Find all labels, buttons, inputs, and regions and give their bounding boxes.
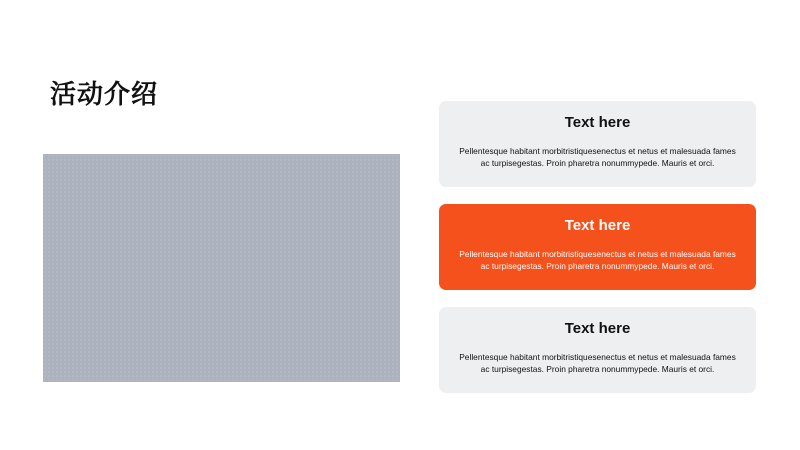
text-card-3 xyxy=(439,307,756,393)
card-title: Text here xyxy=(564,320,631,337)
card-title: Text here xyxy=(564,114,631,131)
page-title: 活动介绍 xyxy=(50,80,159,110)
card-body: Pellentesque habitant morbitristiquesenectus et netus et malesuada fames ac turpisegestas. Proin pharetra nonummypede. Mauris et orci. xyxy=(459,352,736,374)
card-title: Text here xyxy=(564,217,631,234)
image-placeholder xyxy=(43,154,400,382)
card-body: Pellentesque habitant morbitristiquesenectus et netus et malesuada fames ac turpisegestas. Proin pharetra nonummypede. Mauris et orci. xyxy=(459,249,736,271)
text-card-2-highlighted xyxy=(439,204,756,290)
text-card-1 xyxy=(439,101,756,187)
card-body: Pellentesque habitant morbitristiquesenectus et netus et malesuada fames ac turpisegestas. Proin pharetra nonummypede. Mauris et orci. xyxy=(459,146,736,168)
